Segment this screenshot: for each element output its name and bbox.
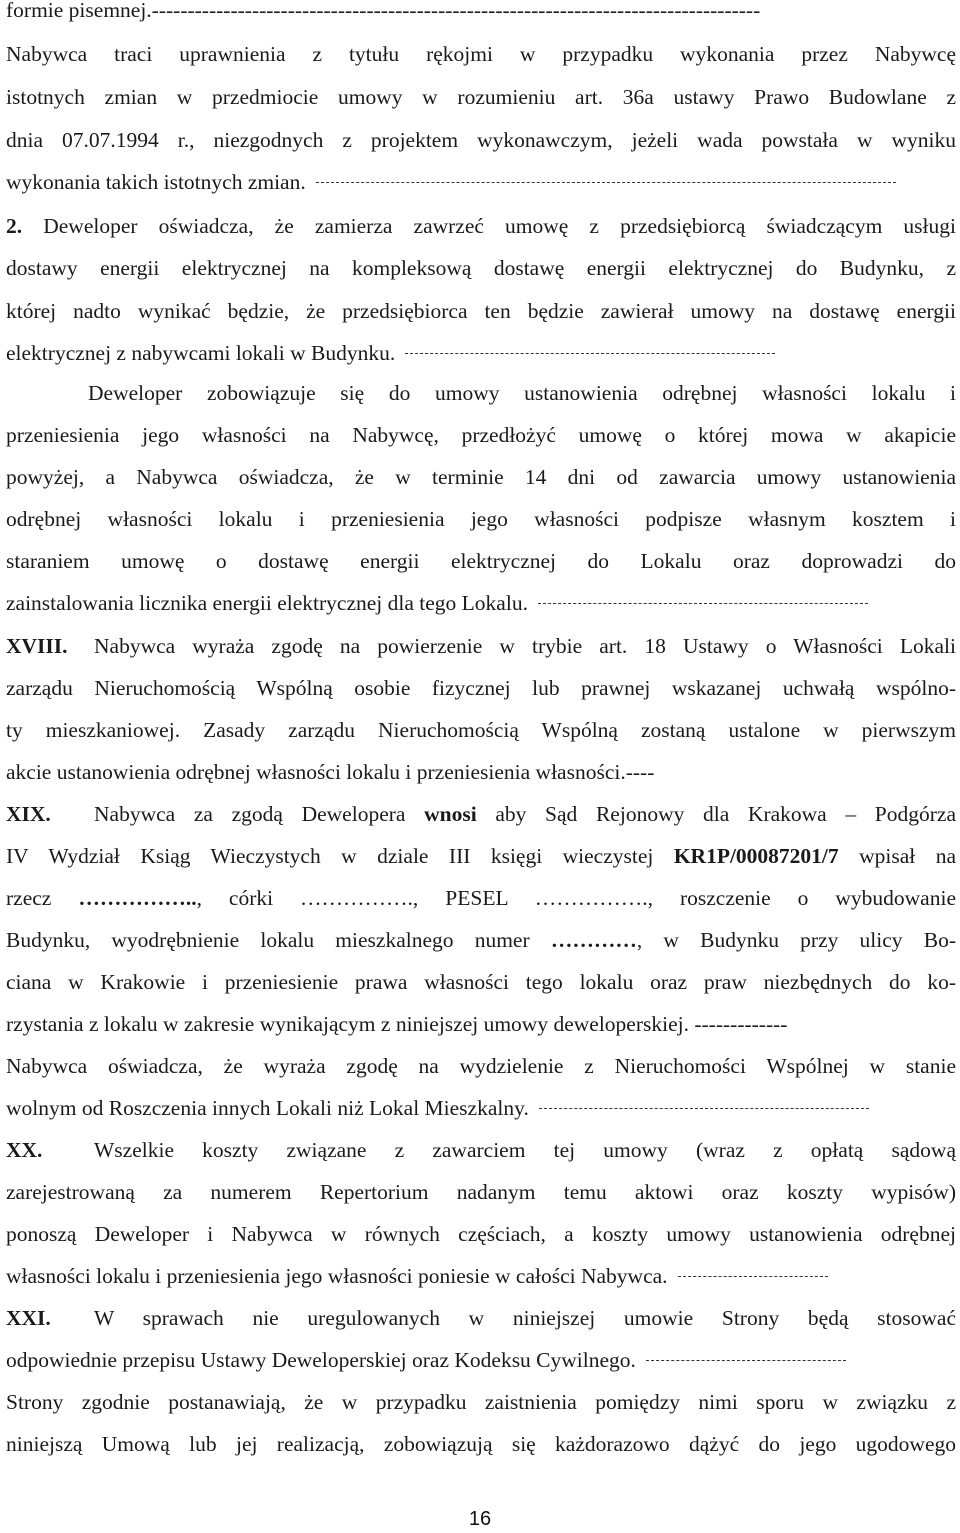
text-line: wykonania takich istotnych zmian. (6, 168, 956, 196)
text-line: niniejszą Umową lub jej realizacją, zobowiązują się każdorazowo dążyć do jego ugodowego (6, 1432, 956, 1456)
text-line: Budynku, wyodrębnienie lokalu mieszkalnego numer …………, w Budynku przy ulicy Bo- (6, 928, 956, 952)
text-line: Strony zgodnie postanawiają, że w przypadku zaistnienia pomiędzy nimi sporu w związku z (6, 1390, 956, 1414)
text-line: elektrycznej z nabywcami lokali w Budynku. (6, 339, 956, 367)
section-marker: XIX. (6, 802, 51, 826)
text-line: której nadto wynikać będzie, że przedsiębiorca ten będzie zawierał umowy na dostawę energii (6, 299, 956, 323)
text-line: zainstalowania licznika energii elektrycznej dla tego Lokalu. (6, 589, 956, 617)
text-line: akcie ustanowienia odrębnej własności lokalu i przeniesienia własności.---- (6, 760, 655, 784)
text-line: istotnych zmian w przedmiocie umowy w rozumieniu art. 36a ustawy Prawo Budowlane z (6, 85, 956, 109)
text-line: IV Wydział Ksiąg Wieczystych w dziale III księgi wieczystej KR1P/00087201/7 wpisał na (6, 844, 956, 868)
text-line: zarejestrowaną za numerem Repertorium nadanym temu aktowi oraz koszty wypisów) (6, 1180, 956, 1204)
text-line: odpowiednie przepisu Ustawy Deweloperskiej oraz Kodeksu Cywilnego. (6, 1346, 956, 1374)
text-line: odrębnej własności lokalu i przeniesienia jego własności podpisze własnym kosztem i (6, 507, 956, 531)
text-line: ciana w Krakowie i przeniesienie prawa własności tego lokalu oraz praw niezbędnych do ko- (6, 970, 956, 994)
section-xxi: XXI. W sprawach nie uregulowanych w niniejszej umowie Strony będą stosować (6, 1306, 956, 1330)
text-line: formie pisemnej.------------------------------------------------------------------------------------- (6, 0, 761, 22)
text-line: ponoszą Deweloper i Nabywca w równych częściach, a koszty umowy ustanowienia odrębnej (6, 1222, 956, 1246)
section-xviii: XVIII. Nabywca wyraża zgodę na powierzenie w trybie art. 18 Ustawy o Własności Lokali (6, 634, 956, 658)
text-line: Nabywca traci uprawnienia z tytułu rękojmi w przypadku wykonania przez Nabywcę (6, 42, 956, 66)
text-line: ty mieszkaniowej. Zasady zarządu Nieruchomością Wspólną zostaną ustalone w pierwszym (6, 718, 956, 742)
text-line: dostawy energii elektrycznej na kompleksową dostawę energii elektrycznej do Budynku, z (6, 256, 956, 280)
text-line: rzystania z lokalu w zakresie wynikającym z niniejszej umowy deweloperskiej. ------------- (6, 1012, 788, 1036)
text-line: wolnym od Roszczenia innych Lokali niż Lokal Mieszkalny. (6, 1094, 956, 1122)
filler-dash (678, 1276, 828, 1277)
filler-dash (316, 182, 896, 183)
text-line: Deweloper zobowiązuje się do umowy ustanowienia odrębnej własności lokalu i (88, 381, 956, 405)
filler-dash (539, 1108, 869, 1109)
section-marker: XXI. (6, 1306, 51, 1330)
filler-dash (405, 353, 775, 354)
section-xix: XIX. Nabywca za zgodą Dewelopera wnosi aby Sąd Rejonowy dla Krakowa – Podgórza (6, 802, 956, 826)
text-line: 2. Deweloper oświadcza, że zamierza zawrzeć umowę z przedsiębiorcą świadczącym usługi (6, 214, 956, 238)
text-line: przeniesienia jego własności na Nabywcę, przedłożyć umowę o której mowa w akapicie (6, 423, 956, 447)
text-line: rzecz …………….., córki ……………., PESEL ……………., roszczenie o wybudowanie (6, 886, 956, 910)
text-line: własności lokalu i przeniesienia jego własności poniesie w całości Nabywca. (6, 1262, 956, 1290)
text-line: Nabywca oświadcza, że wyraża zgodę na wydzielenie z Nieruchomości Wspólnej w stanie (6, 1054, 956, 1078)
text-line: dnia 07.07.1994 r., niezgodnych z projektem wykonawczym, jeżeli wada powstała w wyniku (6, 128, 956, 152)
section-marker: XX. (6, 1138, 43, 1162)
page-number: 16 (468, 1508, 492, 1530)
text-line: powyżej, a Nabywca oświadcza, że w terminie 14 dni od zawarcia umowy ustanowienia (6, 465, 956, 489)
filler-dash (646, 1360, 846, 1361)
section-marker: XVIII. (6, 634, 68, 658)
text-line: staraniem umowę o dostawę energii elektrycznej do Lokalu oraz doprowadzi do (6, 549, 956, 573)
text-line: zarządu Nieruchomością Wspólną osobie fizycznej lub prawnej wskazanej uchwałą wspólno- (6, 676, 956, 700)
filler-dash (538, 603, 868, 604)
section-xx: XX. Wszelkie koszty związane z zawarciem tej umowy (wraz z opłatą sądową (6, 1138, 956, 1162)
